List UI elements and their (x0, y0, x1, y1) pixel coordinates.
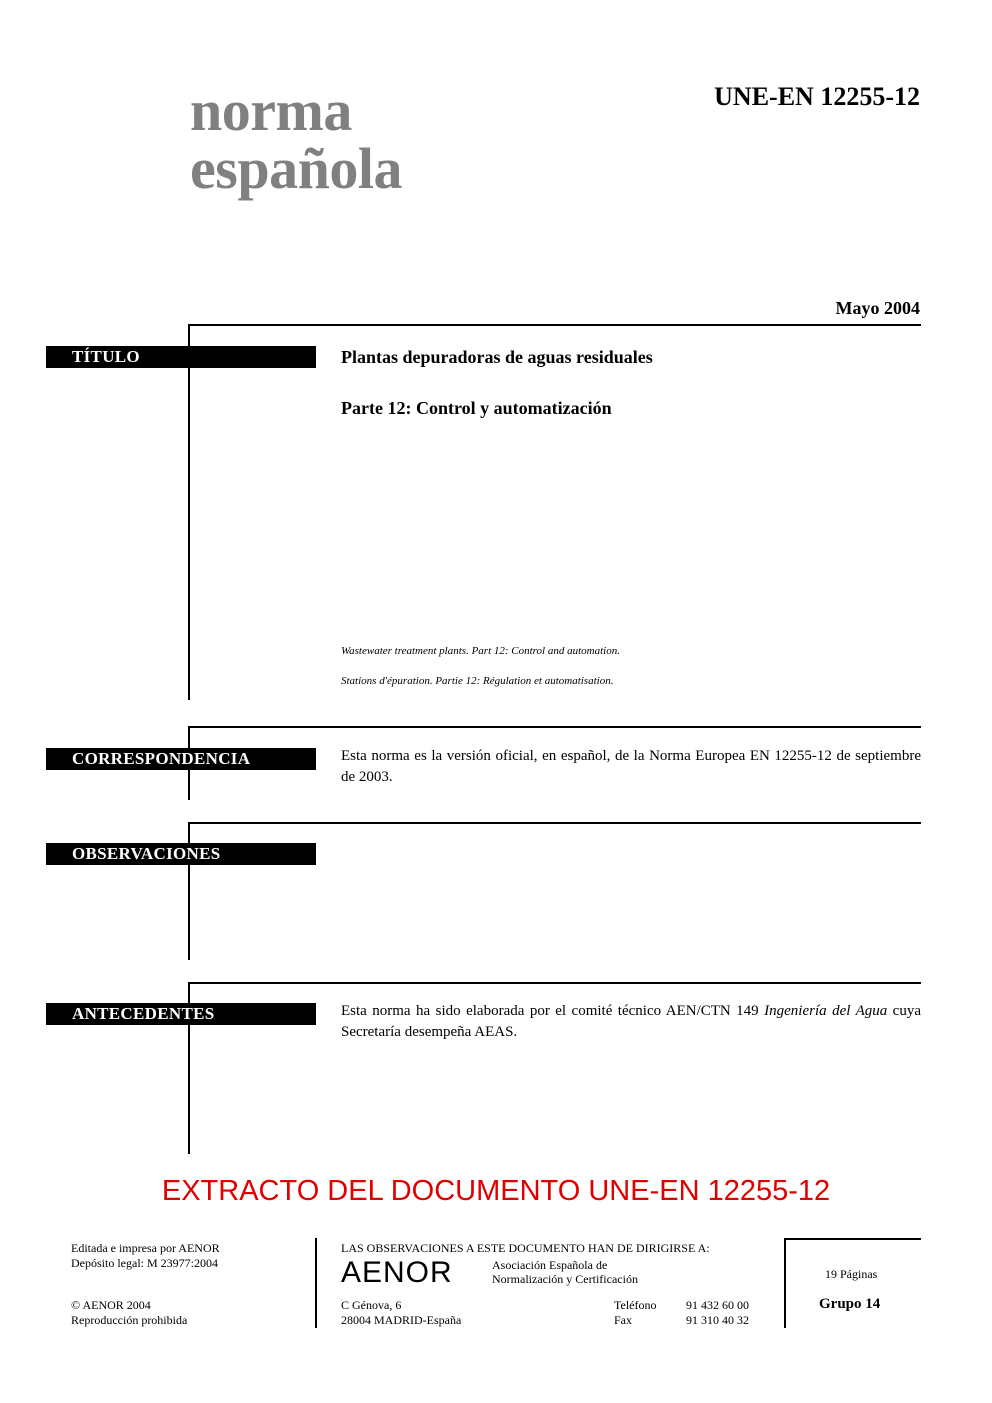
observations-header: LAS OBSERVACIONES A ESTE DOCUMENTO HAN DE DIRIGIRSE A: (341, 1241, 710, 1255)
address-street: C Génova, 6 (341, 1298, 402, 1312)
address-city: 28004 MADRID-España (341, 1313, 462, 1327)
title-french: Stations d'épuration. Partie 12: Régulation et automatisation. (341, 675, 614, 687)
phone-label: Teléfono (614, 1298, 657, 1312)
price-group: Grupo 14 (819, 1296, 881, 1312)
fax-number: 91 310 40 32 (686, 1313, 749, 1327)
footer-divider (315, 1238, 317, 1328)
document-number: UNE-EN 12255-12 (714, 82, 920, 111)
brand-line-1: norma (190, 78, 352, 143)
document-title: Plantas depuradoras de aguas residuales (341, 347, 653, 367)
publication-date: Mayo 2004 (835, 298, 920, 318)
antecedentes-text-part1: Esta norma ha sido elaborada por el comité técnico AEN/CTN 149 (341, 1003, 765, 1019)
copyright: © AENOR 2004 (71, 1298, 151, 1312)
section-divider (188, 822, 921, 824)
legal-deposit: Depósito legal: M 23977:2004 (71, 1256, 218, 1270)
antecedentes-committee-name: Ingeniería del Agua (764, 1003, 888, 1019)
aenor-logo: AENOR (341, 1256, 453, 1289)
extract-notice: EXTRACTO DEL DOCUMENTO UNE-EN 12255-12 (161, 1175, 831, 1207)
brand-title (190, 78, 402, 201)
antecedentes-text (341, 1001, 921, 1043)
edited-by: Editada e impresa por AENOR (71, 1241, 220, 1255)
label-observaciones: OBSERVACIONES (46, 843, 316, 865)
title-english: Wastewater treatment plants. Part 12: Control and automation. (341, 645, 620, 657)
correspondencia-text: Esta norma es la versión oficial, en español, de la Norma Europea EN 12255-12 de septiembre de 2003. (341, 748, 921, 785)
section-divider (188, 324, 921, 326)
section-divider (188, 726, 921, 728)
phone-number: 91 432 60 00 (686, 1298, 749, 1312)
page-count: 19 Páginas (825, 1267, 878, 1281)
section-divider (188, 982, 921, 984)
footer-box-left-rule (784, 1238, 786, 1328)
label-correspondencia: CORRESPONDENCIA (46, 748, 316, 770)
association-name (492, 1258, 638, 1286)
footer-copyright-info (71, 1298, 187, 1328)
contact-labels (614, 1298, 656, 1328)
brand-line-2: española (190, 136, 402, 201)
reproduction-notice: Reproducción prohibida (71, 1313, 188, 1327)
label-antecedentes: ANTECEDENTES (46, 1003, 316, 1025)
antecedentes-text-part2: cuya Secretaría desempeña AEAS. (341, 1003, 921, 1040)
contact-numbers (686, 1298, 749, 1328)
section-vertical-rule (188, 324, 190, 700)
document-subtitle: Parte 12: Control y automatización (341, 398, 612, 418)
association-line-1: Asociación Española de (492, 1258, 608, 1272)
footer-edition-info (71, 1241, 220, 1271)
label-titulo: TÍTULO (46, 346, 316, 368)
fax-label: Fax (614, 1313, 632, 1327)
footer-box-top-rule (784, 1238, 921, 1240)
address (341, 1298, 461, 1328)
association-line-2: Normalización y Certificación (492, 1272, 638, 1286)
